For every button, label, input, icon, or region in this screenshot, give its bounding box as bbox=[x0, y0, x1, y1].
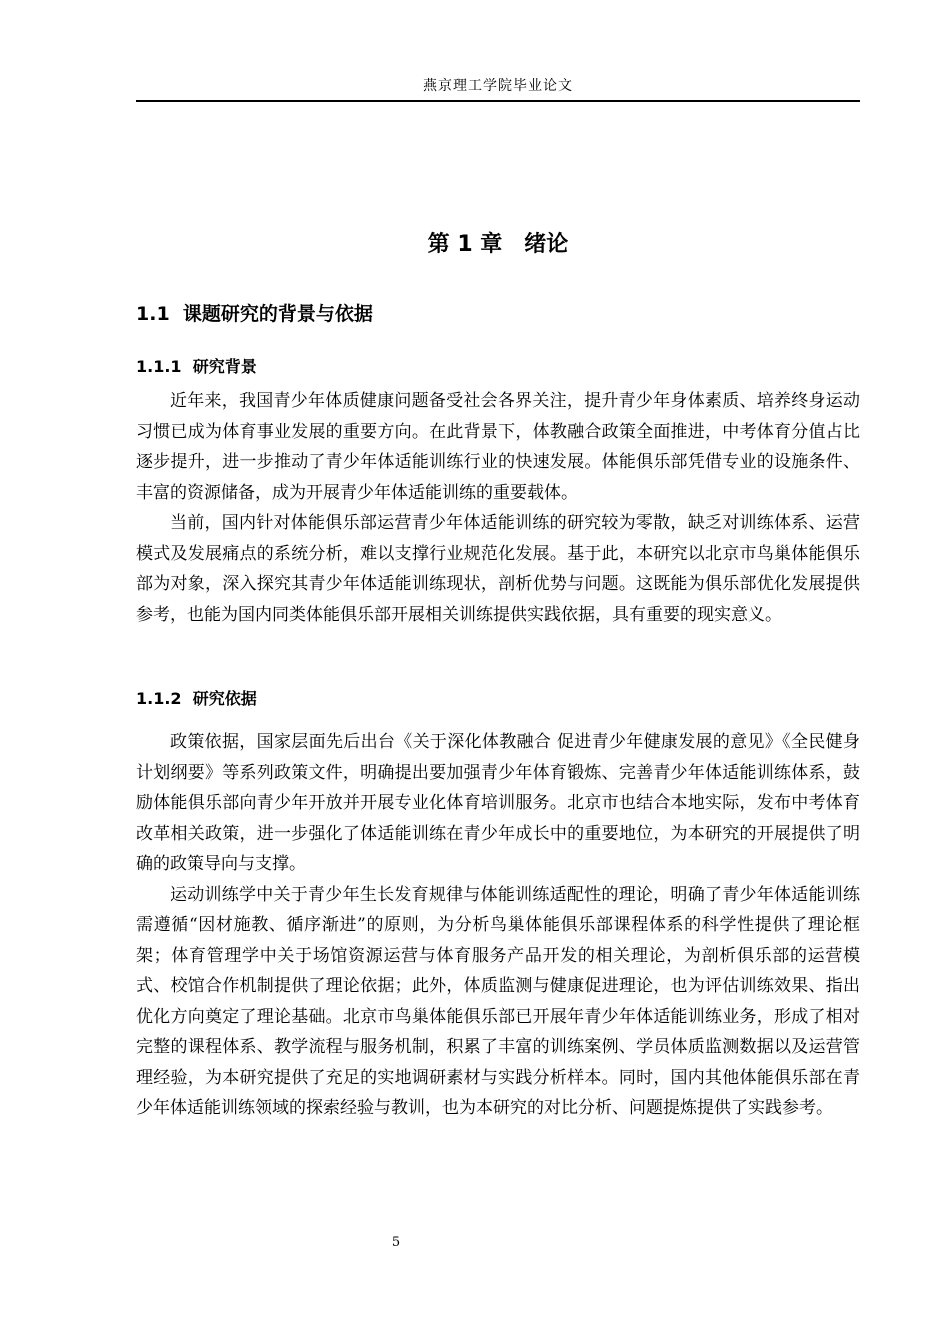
page-number: 5 bbox=[391, 1235, 401, 1250]
subsection-title-background: 1.1.1 研究背景 bbox=[136, 357, 257, 376]
paragraph: 当前，国内针对体能俱乐部运营青少年体适能训练的研究较为零散，缺乏对训练体系、运营模式及发展痛点的系统分析，难以支撑行业规范化发展。基于此，本研究以北京市鸟巢体能俱乐部为对象，深入探究其青少年体适能训练现状，剖析优势与问题。这既能为俱乐部优化发展提供参考，也能为国内同类体能俱乐部开展相关训练提供实践依据，具有重要的现实意义。 bbox=[136, 513, 860, 625]
subsection-title-basis: 1.1.2 研究依据 bbox=[136, 689, 257, 708]
paragraph: 近年来，我国青少年体质健康问题备受社会各界关注，提升青少年身体素质、培养终身运动习惯已成为体育事业发展的重要方向。在此背景下，体教融合政策全面推进，中考体育分值占比逐步提升，进一步推动了青少年体适能训练行业的快速发展。体能俱乐部凭借专业的设施条件、丰富的资源储备，成为开展青少年体适能训练的重要载体。 bbox=[136, 391, 860, 503]
header-rule bbox=[136, 100, 860, 102]
paragraph: 政策依据，国家层面先后出台《关于深化体教融合 促进青少年健康发展的意见》《全民健身计划纲要》等系列政策文件，明确提出要加强青少年体育锻炼、完善青少年体适能训练体系，鼓励体能俱乐部向青少年开放并开展专业化体育培训服务。北京市也结合本地实际，发布中考体育改革相关政策，进一步强化了体适能训练在青少年成长中的重要地位，为本研究的开展提供了明确的政策导向与支撑。 bbox=[136, 732, 860, 874]
background-paragraphs bbox=[136, 386, 860, 630]
running-header: 燕京理工学院毕业论文 bbox=[423, 78, 573, 94]
basis-paragraphs bbox=[136, 727, 860, 1124]
chapter-title: 第 1 章 绪论 bbox=[427, 232, 569, 257]
paragraph: 运动训练学中关于青少年生长发育规律与体能训练适配性的理论，明确了青少年体适能训练需遵循“因材施教、循序渐进”的原则，为分析鸟巢体能俱乐部课程体系的科学性提供了理论框架；体育管理学中关于场馆资源运营与体育服务产品开发的相关理论，为剖析俱乐部的运营模式、校馆合作机制提供了理论依据；此外，体质监测与健康促进理论，也为评估训练效果、指出优化方向奠定了理论基础。北京市鸟巢体能俱乐部已开展年青少年体适能训练业务，形成了相对完整的课程体系、教学流程与服务机制，积累了丰富的训练案例、学员体质监测数据以及运营管理经验，为本研究提供了充足的实地调研素材与实践分析样本。同时，国内其他体能俱乐部在青少年体适能训练领域的探索经验与教训，也为本研究的对比分析、问题提炼提供了实践参考。 bbox=[136, 884, 860, 1118]
section-title: 1.1 课题研究的背景与依据 bbox=[136, 303, 373, 325]
